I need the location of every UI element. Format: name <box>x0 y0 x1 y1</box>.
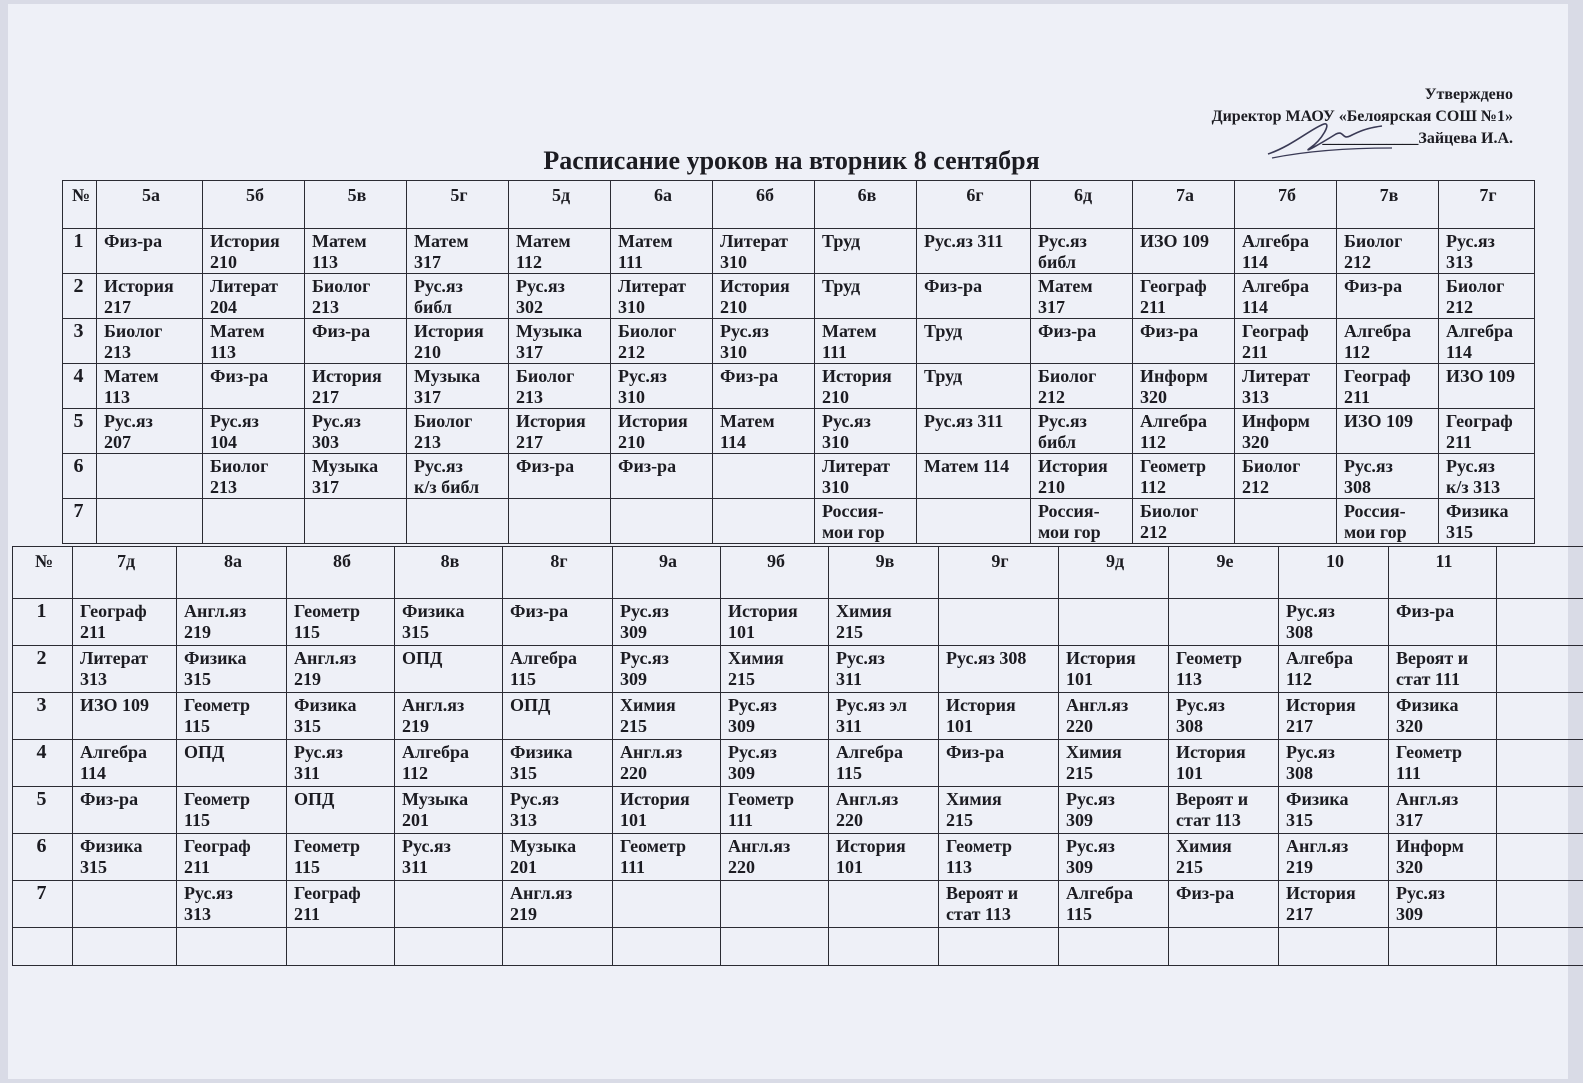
lesson-cell: Рус.яз 309 <box>1389 881 1497 928</box>
header-class: 10 <box>1279 547 1389 599</box>
schedule-table-grades-5-7 <box>62 180 1535 544</box>
table-row <box>13 599 1583 646</box>
lesson-cell: Физ-ра <box>73 787 177 834</box>
header-class <box>1497 547 1583 599</box>
lesson-cell <box>1497 787 1583 834</box>
lesson-cell <box>1497 834 1583 881</box>
lesson-cell: Физ-ра <box>1031 319 1133 364</box>
lesson-cell: История 101 <box>1059 646 1169 693</box>
lesson-cell: Рус.яз 311 <box>287 740 395 787</box>
lesson-cell: Музыка 201 <box>395 787 503 834</box>
lesson-cell: Алгебра 114 <box>1439 319 1535 364</box>
lesson-cell: Биолог 212 <box>1235 454 1337 499</box>
empty-cell <box>1169 928 1279 966</box>
lesson-cell: Геометр 115 <box>287 599 395 646</box>
lesson-cell: Рус.яз 308 <box>1337 454 1439 499</box>
header-class: 9е <box>1169 547 1279 599</box>
empty-cell <box>939 928 1059 966</box>
lesson-cell: Физика 315 <box>1439 499 1535 544</box>
header-class: 9б <box>721 547 829 599</box>
lesson-cell <box>713 454 815 499</box>
header-class: 6б <box>713 181 815 229</box>
empty-cell <box>613 928 721 966</box>
empty-cell <box>395 928 503 966</box>
lesson-cell: Вероят и стат 111 <box>1389 646 1497 693</box>
lesson-cell: Англ.яз 220 <box>829 787 939 834</box>
lesson-number: 2 <box>63 274 97 319</box>
lesson-cell <box>713 499 815 544</box>
header-class: 5б <box>203 181 305 229</box>
header-class: 7г <box>1439 181 1535 229</box>
lesson-cell: История 210 <box>713 274 815 319</box>
lesson-cell: Физ-ра <box>1133 319 1235 364</box>
lesson-cell <box>97 499 203 544</box>
lesson-cell: Англ.яз 220 <box>613 740 721 787</box>
lesson-cell: Физ-ра <box>503 599 613 646</box>
lesson-cell: Физ-ра <box>305 319 407 364</box>
header-number: № <box>13 547 73 599</box>
lesson-cell: Рус.яз 309 <box>721 693 829 740</box>
header-class: 6д <box>1031 181 1133 229</box>
lesson-number: 5 <box>63 409 97 454</box>
table-row <box>63 229 1535 274</box>
lesson-cell: История 101 <box>1169 740 1279 787</box>
lesson-cell: Алгебра 112 <box>1337 319 1439 364</box>
lesson-cell <box>395 881 503 928</box>
header-class: 6г <box>917 181 1031 229</box>
lesson-cell: Геометр 115 <box>177 693 287 740</box>
lesson-cell <box>305 499 407 544</box>
lesson-cell: Информ 320 <box>1235 409 1337 454</box>
lesson-cell: Химия 215 <box>939 787 1059 834</box>
lesson-cell: Химия 215 <box>613 693 721 740</box>
lesson-cell: Литерат 310 <box>713 229 815 274</box>
lesson-cell <box>829 881 939 928</box>
lesson-cell <box>613 881 721 928</box>
lesson-cell <box>917 499 1031 544</box>
lesson-cell: Рус.яз 311 <box>917 229 1031 274</box>
lesson-cell: Англ.яз 219 <box>503 881 613 928</box>
lesson-cell: ИЗО 109 <box>1133 229 1235 274</box>
lesson-cell <box>1497 646 1583 693</box>
lesson-cell <box>1059 599 1169 646</box>
table-row <box>63 319 1535 364</box>
lesson-cell: Физ-ра <box>917 274 1031 319</box>
header-class: 11 <box>1389 547 1497 599</box>
lesson-cell: Биолог 212 <box>1133 499 1235 544</box>
empty-cell <box>73 928 177 966</box>
lesson-cell: ИЗО 109 <box>73 693 177 740</box>
lesson-cell: Алгебра 114 <box>73 740 177 787</box>
lesson-cell <box>1497 740 1583 787</box>
approval-heading: Утверждено <box>1424 86 1513 103</box>
lesson-cell: Матем 112 <box>509 229 611 274</box>
lesson-cell: Физ-ра <box>203 364 305 409</box>
lesson-cell: Географ 211 <box>1235 319 1337 364</box>
lesson-cell: Матем 113 <box>203 319 305 364</box>
lesson-cell: Рус.яз 310 <box>611 364 713 409</box>
header-class: 7в <box>1337 181 1439 229</box>
lesson-cell: Рус.яз 311 <box>395 834 503 881</box>
lesson-cell: Рус.яз 311 <box>917 409 1031 454</box>
lesson-number: 5 <box>13 787 73 834</box>
lesson-cell <box>1497 881 1583 928</box>
empty-cell <box>13 928 73 966</box>
lesson-cell: ИЗО 109 <box>1337 409 1439 454</box>
lesson-cell: История 217 <box>305 364 407 409</box>
lesson-cell: Матем 111 <box>815 319 917 364</box>
lesson-cell: Рус.яз 309 <box>1059 787 1169 834</box>
lesson-number: 1 <box>13 599 73 646</box>
header-class: 8а <box>177 547 287 599</box>
header-class: 9д <box>1059 547 1169 599</box>
lesson-cell: История 217 <box>1279 881 1389 928</box>
lesson-cell: Англ.яз 317 <box>1389 787 1497 834</box>
lesson-number: 3 <box>13 693 73 740</box>
empty-cell <box>503 928 613 966</box>
lesson-cell: Физика 315 <box>287 693 395 740</box>
lesson-cell: Биолог 213 <box>509 364 611 409</box>
lesson-cell: Англ.яз 219 <box>1279 834 1389 881</box>
table-row <box>13 787 1583 834</box>
lesson-cell: Физика 315 <box>1279 787 1389 834</box>
lesson-number: 6 <box>13 834 73 881</box>
table-row-empty <box>13 928 1583 966</box>
lesson-cell: Труд <box>917 319 1031 364</box>
lesson-cell: История 101 <box>721 599 829 646</box>
lesson-cell: Физ-ра <box>97 229 203 274</box>
lesson-cell: Алгебра 112 <box>1133 409 1235 454</box>
lesson-cell: Геометр 115 <box>177 787 287 834</box>
lesson-cell: Геометр 111 <box>613 834 721 881</box>
lesson-cell: Химия 215 <box>721 646 829 693</box>
lesson-cell: Вероят и стат 113 <box>939 881 1059 928</box>
lesson-cell: Музыка 201 <box>503 834 613 881</box>
empty-cell <box>1497 928 1583 966</box>
lesson-cell: Физика 315 <box>177 646 287 693</box>
lesson-cell: История 210 <box>815 364 917 409</box>
header-class: 6в <box>815 181 917 229</box>
lesson-cell: Рус.яз 309 <box>613 646 721 693</box>
lesson-cell: Англ.яз 219 <box>177 599 287 646</box>
header-class: 7б <box>1235 181 1337 229</box>
lesson-cell: Рус.яз 313 <box>177 881 287 928</box>
lesson-cell: Матем 111 <box>611 229 713 274</box>
lesson-cell: Биолог 212 <box>1337 229 1439 274</box>
lesson-cell: Рус.яз 309 <box>1059 834 1169 881</box>
lesson-cell: Информ 320 <box>1389 834 1497 881</box>
lesson-cell: История 210 <box>203 229 305 274</box>
table-row <box>13 834 1583 881</box>
lesson-cell: Рус.яз 313 <box>503 787 613 834</box>
lesson-cell: Физика 315 <box>395 599 503 646</box>
lesson-cell: Матем 113 <box>97 364 203 409</box>
lesson-cell: Рус.яз 302 <box>509 274 611 319</box>
lesson-cell: Рус.яз 308 <box>1279 740 1389 787</box>
lesson-cell: Труд <box>917 364 1031 409</box>
lesson-cell: Химия 215 <box>829 599 939 646</box>
lesson-cell: Биолог 213 <box>305 274 407 319</box>
lesson-cell: Геометр 112 <box>1133 454 1235 499</box>
header-class: 6а <box>611 181 713 229</box>
lesson-cell: Рус.яз 303 <box>305 409 407 454</box>
table-row <box>13 740 1583 787</box>
lesson-cell: Геометр 111 <box>1389 740 1497 787</box>
lesson-cell: Рус.яз библ <box>407 274 509 319</box>
header-class: 5г <box>407 181 509 229</box>
lesson-number: 7 <box>13 881 73 928</box>
lesson-cell: Литерат 313 <box>1235 364 1337 409</box>
table-row <box>63 409 1535 454</box>
lesson-cell: Рус.яз к/з 313 <box>1439 454 1535 499</box>
lesson-cell: Физ-ра <box>1389 599 1497 646</box>
header-class: 5д <box>509 181 611 229</box>
lesson-cell: ОПД <box>503 693 613 740</box>
lesson-cell: Географ 211 <box>1337 364 1439 409</box>
lesson-cell: Физ-ра <box>1169 881 1279 928</box>
lesson-cell: Алгебра 112 <box>395 740 503 787</box>
lesson-cell <box>1235 499 1337 544</box>
lesson-cell: Информ 320 <box>1133 364 1235 409</box>
lesson-cell: Труд <box>815 274 917 319</box>
lesson-cell: Рус.яз библ <box>1031 229 1133 274</box>
lesson-cell: ОПД <box>287 787 395 834</box>
lesson-cell: Россия- мои гор <box>1337 499 1439 544</box>
lesson-cell: Рус.яз к/з библ <box>407 454 509 499</box>
header-class: 5а <box>97 181 203 229</box>
lesson-cell: Матем 113 <box>305 229 407 274</box>
lesson-cell: Россия- мои гор <box>1031 499 1133 544</box>
header-class: 9а <box>613 547 721 599</box>
lesson-cell: Химия 215 <box>1169 834 1279 881</box>
lesson-cell: Физика 320 <box>1389 693 1497 740</box>
lesson-cell: Труд <box>815 229 917 274</box>
lesson-cell: Геометр 111 <box>721 787 829 834</box>
empty-cell <box>721 928 829 966</box>
lesson-cell <box>1497 599 1583 646</box>
empty-cell <box>1389 928 1497 966</box>
lesson-cell: Алгебра 112 <box>1279 646 1389 693</box>
lesson-cell: Биолог 212 <box>1031 364 1133 409</box>
lesson-number: 4 <box>13 740 73 787</box>
lesson-cell: Физ-ра <box>509 454 611 499</box>
schedule-table-grades-7-11 <box>12 546 1583 966</box>
lesson-cell <box>721 881 829 928</box>
header-class: 9в <box>829 547 939 599</box>
lesson-cell: Физика 315 <box>73 834 177 881</box>
lesson-cell: История 217 <box>1279 693 1389 740</box>
approval-name: ____________Зайцева И.А. <box>1322 130 1513 147</box>
lesson-cell: История 101 <box>939 693 1059 740</box>
lesson-number: 6 <box>63 454 97 499</box>
lesson-cell: ОПД <box>395 646 503 693</box>
lesson-cell: Физ-ра <box>1337 274 1439 319</box>
lesson-cell: Матем 114 <box>917 454 1031 499</box>
lesson-cell <box>203 499 305 544</box>
empty-cell <box>1279 928 1389 966</box>
lesson-cell <box>939 599 1059 646</box>
lesson-cell: Геометр 115 <box>287 834 395 881</box>
lesson-number: 3 <box>63 319 97 364</box>
table-header-row <box>63 181 1535 229</box>
lesson-cell: Матем 317 <box>1031 274 1133 319</box>
lesson-cell: Биолог 212 <box>1439 274 1535 319</box>
lesson-cell: Россия- мои гор <box>815 499 917 544</box>
table-row <box>63 499 1535 544</box>
lesson-cell: Физ-ра <box>611 454 713 499</box>
lesson-cell <box>407 499 509 544</box>
lesson-cell: Литерат 310 <box>815 454 917 499</box>
lesson-cell: Музыка 317 <box>305 454 407 499</box>
lesson-cell: Биолог 213 <box>407 409 509 454</box>
lesson-cell: Физика 315 <box>503 740 613 787</box>
lesson-cell: Рус.яз 313 <box>1439 229 1535 274</box>
lesson-cell: Музыка 317 <box>509 319 611 364</box>
lesson-cell: Рус.яз 308 <box>1169 693 1279 740</box>
lesson-cell: Рус.яз 308 <box>939 646 1059 693</box>
table-row <box>63 364 1535 409</box>
lesson-cell: Биолог 213 <box>203 454 305 499</box>
lesson-cell: Музыка 317 <box>407 364 509 409</box>
header-class: 8г <box>503 547 613 599</box>
lesson-number: 2 <box>13 646 73 693</box>
lesson-cell: Рус.яз 310 <box>815 409 917 454</box>
approval-director: Директор МАОУ «Белоярская СОШ №1» <box>1211 108 1513 125</box>
header-number: № <box>63 181 97 229</box>
lesson-cell: Англ.яз 219 <box>287 646 395 693</box>
lesson-cell <box>73 881 177 928</box>
lesson-cell: Рус.яз 308 <box>1279 599 1389 646</box>
lesson-cell: Матем 114 <box>713 409 815 454</box>
lesson-cell: Географ 211 <box>287 881 395 928</box>
lesson-cell: Рус.яз 310 <box>713 319 815 364</box>
lesson-cell: Алгебра 115 <box>503 646 613 693</box>
lesson-cell: Рус.яз 207 <box>97 409 203 454</box>
lesson-cell: Рус.яз 104 <box>203 409 305 454</box>
lesson-cell: Географ 211 <box>1439 409 1535 454</box>
lesson-cell: Географ 211 <box>73 599 177 646</box>
lesson-cell: История 210 <box>407 319 509 364</box>
empty-cell <box>1059 928 1169 966</box>
lesson-cell: Матем 317 <box>407 229 509 274</box>
lesson-cell <box>97 454 203 499</box>
lesson-cell: Литерат 204 <box>203 274 305 319</box>
lesson-cell: Рус.яз 311 <box>829 646 939 693</box>
lesson-cell: Рус.яз эл 311 <box>829 693 939 740</box>
lesson-cell: Физ-ра <box>713 364 815 409</box>
lesson-cell: Алгебра 115 <box>1059 881 1169 928</box>
table-row <box>63 274 1535 319</box>
lesson-cell: История 101 <box>829 834 939 881</box>
lesson-cell: Рус.яз библ <box>1031 409 1133 454</box>
lesson-cell: История 101 <box>613 787 721 834</box>
lesson-cell: История 210 <box>611 409 713 454</box>
lesson-cell <box>611 499 713 544</box>
header-class: 8в <box>395 547 503 599</box>
lesson-cell <box>509 499 611 544</box>
lesson-cell: Географ 211 <box>1133 274 1235 319</box>
table-row <box>13 646 1583 693</box>
header-class: 9г <box>939 547 1059 599</box>
lesson-cell: Литерат 313 <box>73 646 177 693</box>
lesson-cell: Геометр 113 <box>939 834 1059 881</box>
lesson-cell: История 210 <box>1031 454 1133 499</box>
lesson-cell: Алгебра 115 <box>829 740 939 787</box>
lesson-cell: Биолог 213 <box>97 319 203 364</box>
lesson-cell: ОПД <box>177 740 287 787</box>
lesson-cell: Рус.яз 309 <box>721 740 829 787</box>
lesson-cell: ИЗО 109 <box>1439 364 1535 409</box>
lesson-cell: Алгебра 114 <box>1235 229 1337 274</box>
header-class: 7д <box>73 547 177 599</box>
table-row <box>13 881 1583 928</box>
lesson-cell: История 217 <box>97 274 203 319</box>
lesson-cell: Географ 211 <box>177 834 287 881</box>
empty-cell <box>829 928 939 966</box>
lesson-cell <box>1497 693 1583 740</box>
lesson-cell: Англ.яз 219 <box>395 693 503 740</box>
lesson-number: 4 <box>63 364 97 409</box>
lesson-cell: Геометр 113 <box>1169 646 1279 693</box>
lesson-cell: Рус.яз 309 <box>613 599 721 646</box>
lesson-cell <box>1169 599 1279 646</box>
lesson-cell: Англ.яз 220 <box>721 834 829 881</box>
table-header-row <box>13 547 1583 599</box>
lesson-cell: Вероят и стат 113 <box>1169 787 1279 834</box>
header-class: 5в <box>305 181 407 229</box>
empty-cell <box>177 928 287 966</box>
lesson-cell: История 217 <box>509 409 611 454</box>
lesson-cell: Физ-ра <box>939 740 1059 787</box>
lesson-cell: Биолог 212 <box>611 319 713 364</box>
lesson-number: 1 <box>63 229 97 274</box>
lesson-number: 7 <box>63 499 97 544</box>
table-row <box>13 693 1583 740</box>
lesson-cell: Англ.яз 220 <box>1059 693 1169 740</box>
header-class: 7а <box>1133 181 1235 229</box>
header-class: 8б <box>287 547 395 599</box>
lesson-cell: Алгебра 114 <box>1235 274 1337 319</box>
table-row <box>63 454 1535 499</box>
page-title: Расписание уроков на вторник 8 сентября <box>543 146 1040 175</box>
lesson-cell: Литерат 310 <box>611 274 713 319</box>
empty-cell <box>287 928 395 966</box>
lesson-cell: Химия 215 <box>1059 740 1169 787</box>
